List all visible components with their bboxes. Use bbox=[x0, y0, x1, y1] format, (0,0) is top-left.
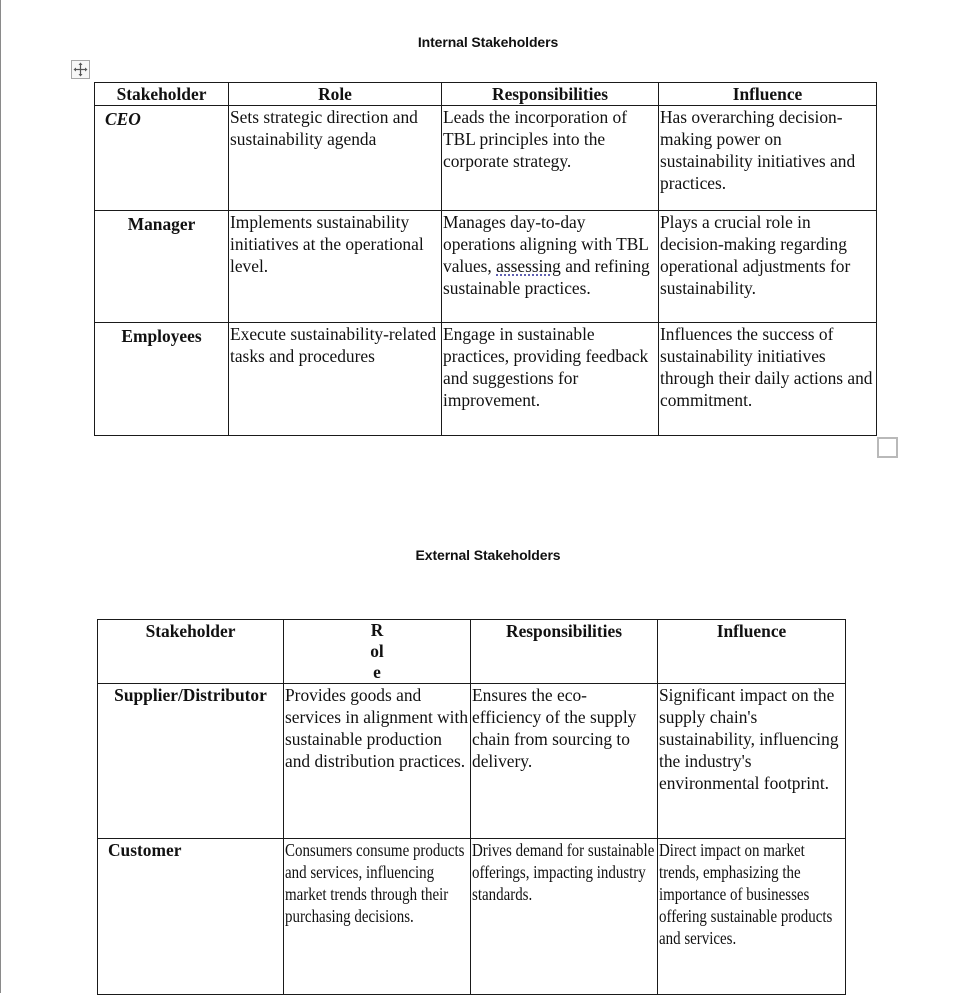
table-row bbox=[95, 211, 877, 323]
responsibilities-cell[interactable] bbox=[442, 211, 659, 323]
role-cell[interactable]: Implements sustainability initiatives at the operational level. bbox=[229, 211, 442, 323]
column-header-role-text: Role bbox=[370, 620, 384, 682]
column-header-responsibilities: Responsibilities bbox=[442, 83, 659, 106]
stakeholder-cell[interactable]: Supplier/Distributor bbox=[98, 684, 284, 839]
responsibilities-text-after: and refining sustainable practices. bbox=[443, 256, 650, 298]
responsibilities-cell[interactable]: Ensures the eco-efficiency of the supply chain from sourcing to delivery. bbox=[471, 684, 658, 839]
stakeholder-cell[interactable]: Manager bbox=[95, 211, 229, 323]
table-header-row bbox=[95, 83, 877, 106]
responsibilities-cell[interactable] bbox=[471, 839, 658, 995]
role-cell[interactable]: Provides goods and services in alignment with sustainable production and distribution practices. bbox=[284, 684, 471, 839]
column-header-role bbox=[284, 620, 471, 684]
column-header-stakeholder: Stakeholder bbox=[95, 83, 229, 106]
table-header-row bbox=[98, 620, 846, 684]
influence-cell[interactable]: Plays a crucial role in decision-making regarding operational adjustments for sustainability. bbox=[659, 211, 877, 323]
influence-text: Direct impact on market trends, emphasizing the importance of businesses offering sustainable products and services. bbox=[659, 840, 833, 948]
influence-cell[interactable]: Has overarching decision-making power on sustainability initiatives and practices. bbox=[659, 106, 877, 211]
external-stakeholders-table bbox=[97, 619, 846, 995]
stakeholder-cell[interactable]: Employees bbox=[95, 323, 229, 436]
four-way-arrow-icon bbox=[73, 62, 88, 77]
responsibilities-cell[interactable]: Leads the incorporation of TBL principles into the corporate strategy. bbox=[442, 106, 659, 211]
role-cell[interactable]: Execute sustainability-related tasks and procedures bbox=[229, 323, 442, 436]
responsibilities-text: Drives demand for sustainable offerings, impacting industry standards. bbox=[472, 840, 655, 904]
external-stakeholders-heading: External Stakeholders bbox=[415, 547, 561, 563]
table-row bbox=[95, 106, 877, 211]
column-header-role: Role bbox=[229, 83, 442, 106]
role-text: Consumers consume products and services, influencing market trends through their purchasing decisions. bbox=[285, 840, 465, 926]
table-move-handle[interactable] bbox=[71, 60, 90, 79]
column-header-stakeholder: Stakeholder bbox=[98, 620, 284, 684]
stakeholder-cell[interactable]: Customer bbox=[98, 839, 284, 995]
table-row bbox=[98, 839, 846, 995]
internal-stakeholders-table bbox=[94, 82, 877, 436]
column-header-influence: Influence bbox=[659, 83, 877, 106]
role-cell[interactable] bbox=[284, 839, 471, 995]
stakeholder-cell[interactable]: CEO bbox=[95, 106, 229, 211]
responsibilities-cell[interactable]: Engage in sustainable practices, providing feedback and suggestions for improvement. bbox=[442, 323, 659, 436]
table-row bbox=[95, 323, 877, 436]
column-header-influence: Influence bbox=[658, 620, 846, 684]
role-cell[interactable]: Sets strategic direction and sustainability agenda bbox=[229, 106, 442, 211]
page-left-edge bbox=[0, 0, 1, 993]
influence-cell[interactable]: Influences the success of sustainability initiatives through their daily actions and commitment. bbox=[659, 323, 877, 436]
influence-cell[interactable] bbox=[658, 839, 846, 995]
responsibilities-text-before: Manages day-to-day operations aligning with TBL values, bbox=[443, 212, 649, 276]
column-header-responsibilities: Responsibilities bbox=[471, 620, 658, 684]
spellcheck-flagged-word[interactable]: assessing bbox=[496, 256, 561, 276]
table-resize-handle[interactable] bbox=[877, 437, 898, 458]
table-row bbox=[98, 684, 846, 839]
internal-stakeholders-heading: Internal Stakeholders bbox=[417, 34, 559, 50]
influence-cell[interactable]: Significant impact on the supply chain's sustainability, influencing the industry's environmental footprint. bbox=[658, 684, 846, 839]
